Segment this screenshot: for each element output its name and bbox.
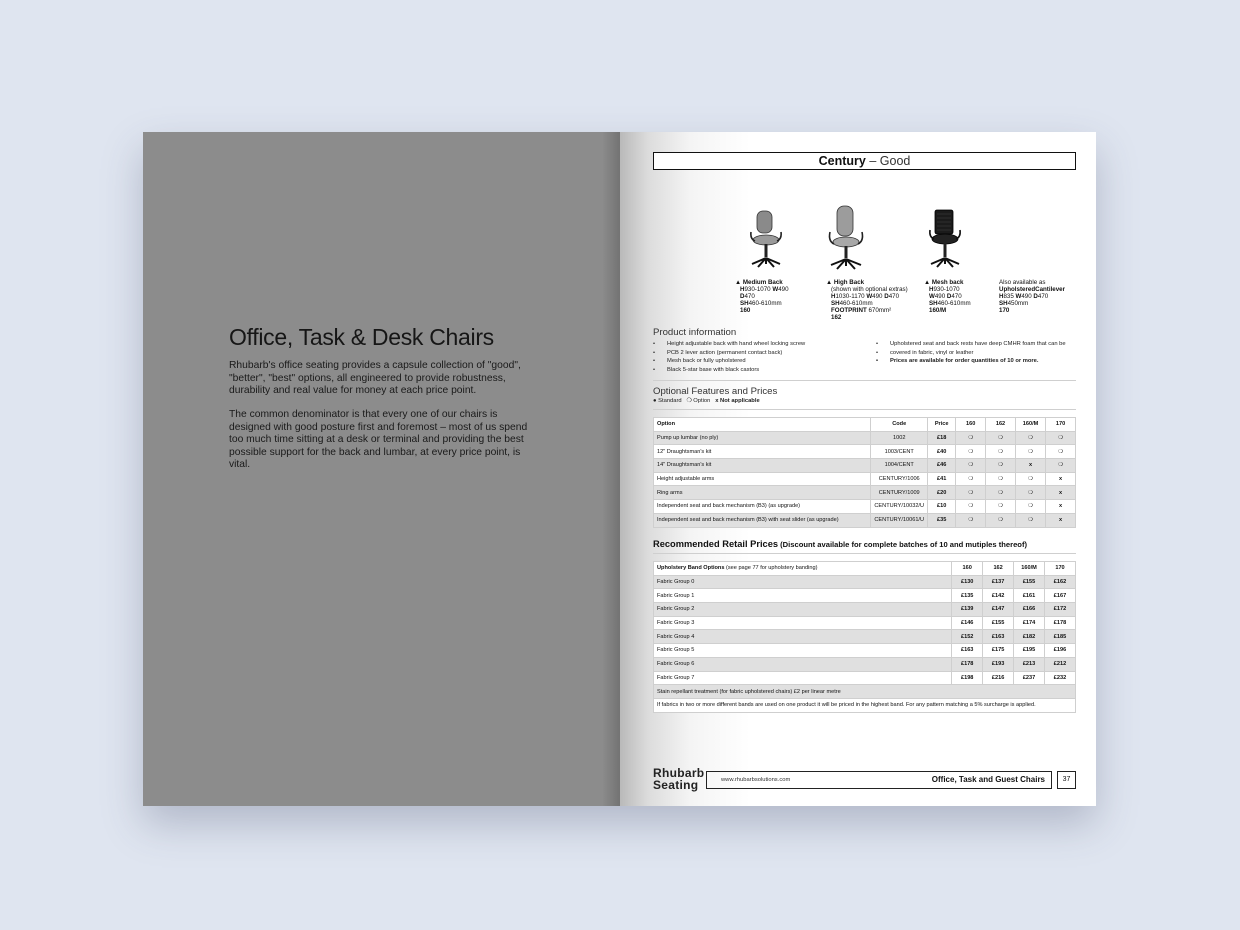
table-row [654,445,1076,459]
spec-label: H [929,285,934,293]
table-cell: £139 [952,603,983,617]
mesh-back-chair-image [925,208,965,270]
table-row [654,603,1076,617]
table-cell: CENTURY/1009 [871,486,928,500]
table-cell: £163 [952,644,983,658]
spec-label: D [740,292,745,300]
table-cell: ❍ [1015,431,1045,445]
column-header: 170 [1045,562,1076,576]
fabric-band-note: If fabrics in two or more different bands are used on one product it will be priced in the highest band. For any pattern matching a 5% surcharge is applied. [654,698,1076,712]
table-cell: £152 [952,630,983,644]
product-title: Century [818,154,866,168]
spec-label: W [929,292,935,300]
table-cell: ❍ [986,431,1016,445]
table-cell: £161 [1014,589,1045,603]
spec-value: 490 [934,292,947,300]
spec-value: 450mm [1007,299,1029,307]
divider [653,380,1076,381]
high-back-chair-image [825,204,867,272]
table-row [654,500,1076,514]
spec-value: 490 [872,292,885,300]
table-cell: £142 [983,589,1014,603]
table-cell: £18 [928,431,956,445]
column-header: 160 [952,562,983,576]
band-options-label: Upholstery Band Options [657,565,725,572]
spec-label: D [946,292,952,300]
table-row [654,472,1076,486]
spec-label: SH [831,299,840,307]
spec-value: 460-610mm [839,299,873,307]
table-cell: ❍ [1046,459,1076,473]
column-header: Option [654,418,871,432]
spec-label: H [831,292,836,300]
rrp-discount-note: (Discount available for complete batches of 10 and mutiples thereof) [778,540,1028,549]
legend [653,398,760,404]
table-header-row [654,418,1076,432]
footer-bar [706,771,1052,789]
spec-name: ▲ High Back [826,279,865,286]
product-grade: – Good [865,154,911,168]
page-number: 37 [1057,771,1076,789]
spec-value: 460-610mm [937,299,971,307]
spec-label: H [999,292,1004,300]
column-header: 160 [956,418,986,432]
table-cell: £196 [1045,644,1076,658]
table-cell: Fabric Group 6 [654,657,952,671]
table-cell: £166 [1014,603,1045,617]
spec-value: 470 [951,292,962,300]
page-fold-shadow [602,132,620,806]
rrp-heading-line [653,539,1027,549]
table-cell: £135 [952,589,983,603]
table-row [654,575,1076,589]
spec-label: H [740,285,745,293]
table-row [654,671,1076,685]
table-cell: £172 [1045,603,1076,617]
table-cell: CENTURY/1006 [871,472,928,486]
table-cell: £193 [983,657,1014,671]
spec-label: W [1015,292,1022,300]
table-cell: ❍ [956,500,986,514]
table-cell: Fabric Group 7 [654,671,952,685]
table-row [654,657,1076,671]
table-cell: ❍ [1015,500,1045,514]
spec-code: 170 [999,306,1010,314]
spec-cantilever [999,280,1065,315]
table-cell: £213 [1014,657,1045,671]
column-header: 160/M [1014,562,1045,576]
table-cell: 14" Draughtsman's kit [654,459,871,473]
table-cell: ❍ [1046,445,1076,459]
band-options-note: (see page 77 for upholstery banding) [724,565,818,572]
list-item: • Height adjustable back with hand wheel locking screw [653,340,805,349]
table-cell: £198 [952,671,983,685]
table-cell: ❍ [956,445,986,459]
legend-standard: ● Standard [653,398,682,404]
table-cell: £237 [1014,671,1045,685]
table-cell: £185 [1045,630,1076,644]
table-cell: Fabric Group 5 [654,644,952,658]
table-cell: 1004/CENT [871,459,928,473]
table-cell: £20 [928,486,956,500]
spec-label: D [884,292,889,300]
product-info-left-list [653,340,805,375]
spec-value: 670mm² [866,306,892,314]
spec-value: 490 [778,285,789,293]
footer-url[interactable]: www.rhubarbsolutions.com [721,777,791,783]
table-cell: £167 [1045,589,1076,603]
table-cell: Fabric Group 2 [654,603,952,617]
table-row [654,698,1076,712]
table-cell: ❍ [956,486,986,500]
spec-label: SH [740,299,749,307]
table-cell: ❍ [1046,431,1076,445]
table-cell: £130 [952,575,983,589]
spec-label: D [1033,292,1038,300]
table-cell: £155 [1014,575,1045,589]
table-cell: Fabric Group 0 [654,575,952,589]
table-cell: Fabric Group 3 [654,616,952,630]
table-cell: ❍ [1015,472,1045,486]
column-header: 162 [983,562,1014,576]
table-header-row [654,562,1076,576]
list-item: • Mesh back or fully upholstered [653,357,805,366]
table-cell: Ring arms [654,486,871,500]
spec-value: 1030-1170 [835,292,867,300]
spec-label: FOOTPRINT [831,306,867,314]
table-row [654,685,1076,699]
table-cell: £174 [1014,616,1045,630]
table-cell: x [1015,459,1045,473]
retail-prices-table [653,561,1076,713]
table-cell: £137 [983,575,1014,589]
spec-note: (shown with optional extras) [831,285,908,293]
spec-medium-back [735,280,789,315]
spec-value: 470 [888,292,900,300]
table-cell: £40 [928,445,956,459]
table-cell: ❍ [956,513,986,527]
table-cell: £212 [1045,657,1076,671]
intro-paragraph: Rhubarb's office seating provides a capsule collection of "good", "better", "best" options, all engineered to provide robustness, durability and real value for money at each price point. [229,360,521,397]
brand-logo [653,768,704,791]
spec-bold-name: UpholsteredCantilever [999,285,1066,293]
footer-section-title: Office, Task and Guest Chairs [931,775,1045,784]
table-row [654,513,1076,527]
column-header: 162 [986,418,1016,432]
list-item: • Black 5-star base with black castors [653,366,805,375]
spec-label: SH [999,299,1008,307]
table-cell: £182 [1014,630,1045,644]
table-cell: Fabric Group 4 [654,630,952,644]
product-title-box [653,152,1076,170]
table-cell: £35 [928,513,956,527]
spec-name: ▲ Mesh back [924,279,964,286]
spec-label: SH [929,299,938,307]
table-cell: ❍ [986,445,1016,459]
table-cell: x [1046,472,1076,486]
table-cell: £162 [1045,575,1076,589]
table-cell: ❍ [1015,486,1045,500]
table-cell: £46 [928,459,956,473]
table-cell: £163 [983,630,1014,644]
medium-back-chair-image [746,208,786,270]
page-heading: Office, Task & Desk Chairs [229,324,494,350]
spec-value: 930-1070 [933,285,960,293]
table-cell: ❍ [956,472,986,486]
divider [653,553,1076,554]
table-row [654,589,1076,603]
table-cell: £195 [1014,644,1045,658]
list-item: • PCB 2 lever action (permanent contact back) [653,349,805,358]
table-cell: £147 [983,603,1014,617]
table-cell: £41 [928,472,956,486]
brochure-spread [143,132,1096,806]
product-info-right-list [876,340,1066,366]
table-row [654,644,1076,658]
table-cell: ❍ [986,486,1016,500]
column-header: Code [871,418,928,432]
table-cell: 1003/CENT [871,445,928,459]
spec-code: 160/M [929,306,947,314]
table-row [654,459,1076,473]
spec-value: 490 [1021,292,1034,300]
table-cell: ❍ [986,472,1016,486]
product-info-heading: Product information [653,327,737,338]
spec-name: Also available as [999,279,1046,286]
table-cell: £178 [952,657,983,671]
legend-not-applicable: x Not applicable [715,398,760,404]
table-cell: Independent seat and back mechanism (B3) with seat slider (as upgrade) [654,513,871,527]
table-cell: £10 [928,500,956,514]
table-cell: ❍ [986,459,1016,473]
table-cell: ❍ [1015,445,1045,459]
spec-value: 835 [1003,292,1016,300]
divider [653,409,1076,410]
table-cell: ❍ [956,459,986,473]
optional-features-heading: Optional Features and Prices [653,386,778,397]
stain-treatment-note: Stain repellant treatment (for fabric upholstered chairs) £2 per linear metre [654,685,1076,699]
spec-high-back [826,280,908,321]
table-row [654,630,1076,644]
rrp-heading: Recommended Retail Prices [653,539,779,549]
list-item: • Prices are available for order quantities of 10 or more. [876,357,1066,366]
table-cell: Fabric Group 1 [654,589,952,603]
legend-option: ❍ Option [686,398,711,404]
body-paragraph: The common denominator is that every one of our chairs is designed with good posture first and foremost – most of us spend too much time sitting at a desk or terminal and providing the best possible support for the back and lumbar, at every price point, is vital. [229,409,528,471]
table-row [654,616,1076,630]
table-cell: 1002 [871,431,928,445]
table-cell: ❍ [986,513,1016,527]
table-row [654,486,1076,500]
spec-value: 930-1070 [744,285,773,293]
table-cell: x [1046,500,1076,514]
list-item: • Upholstered seat and back rests have deep CMHR foam that can be [876,340,1066,349]
spec-value: 470 [1037,292,1049,300]
table-cell: £216 [983,671,1014,685]
right-page [620,132,1096,806]
spec-name: ▲ Medium Back [735,279,783,286]
table-cell: Independent seat and back mechanism (B3) (as upgrade) [654,500,871,514]
left-page [143,132,620,806]
table-cell: £232 [1045,671,1076,685]
table-cell: Pump up lumbar (no ply) [654,431,871,445]
spec-label: W [772,285,779,293]
table-cell: x [1046,513,1076,527]
optional-features-table [653,417,1076,528]
spec-label: W [866,292,873,300]
column-header: Price [928,418,956,432]
table-cell: ❍ [956,431,986,445]
table-cell: x [1046,486,1076,500]
table-cell: CENTURY/10032/U [871,500,928,514]
spec-value: 470 [744,292,755,300]
table-cell: Height adjustable arms [654,472,871,486]
list-item-continued: • covered in fabric, vinyl or leather [876,349,1066,358]
table-cell: CENTURY/10061/U [871,513,928,527]
table-cell: £175 [983,644,1014,658]
column-header: 160/M [1015,418,1045,432]
table-cell: £178 [1045,616,1076,630]
table-cell: ❍ [1015,513,1045,527]
table-cell: ❍ [986,500,1016,514]
column-header: 170 [1046,418,1076,432]
table-cell: £155 [983,616,1014,630]
logo-line-2: Seating [653,777,699,792]
spec-mesh-back [924,280,971,315]
table-cell: £146 [952,616,983,630]
spec-code: 160 [740,306,751,314]
table-row [654,431,1076,445]
spec-code: 162 [831,313,842,321]
spec-value: 460-610mm [748,299,782,307]
logo-line-1: Rhubarb [653,766,705,780]
table-cell: 12" Draughtsman's kit [654,445,871,459]
